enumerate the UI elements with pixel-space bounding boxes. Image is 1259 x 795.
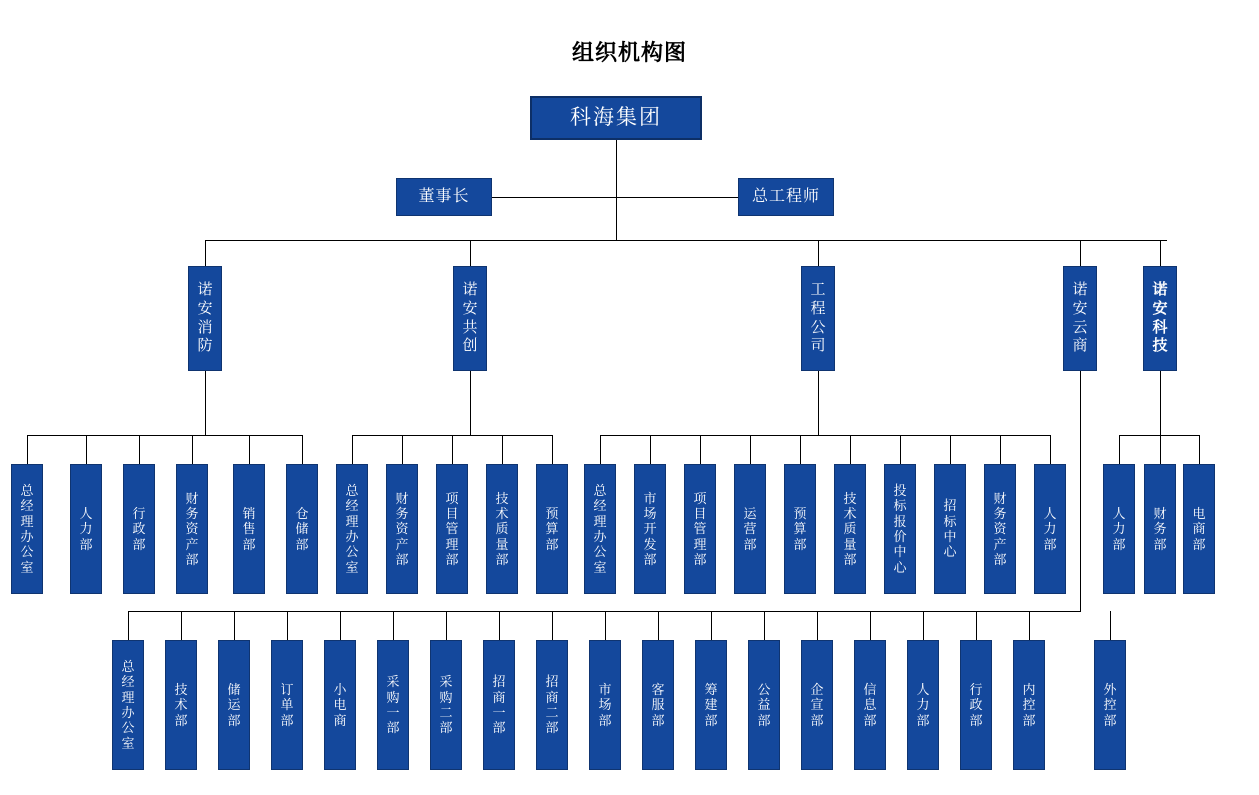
dept-eng-0-label: 总经理办公室 <box>593 483 607 575</box>
dept-ys-16 <box>960 640 992 770</box>
dept-xf-5 <box>286 464 318 594</box>
dept-ys-4-label: 小电商 <box>333 682 347 728</box>
connector-ys-drop <box>1080 371 1081 611</box>
dept-eng-3 <box>734 464 766 594</box>
connector-gc-riser-5 <box>552 435 553 464</box>
page-title: 组织机构图 <box>571 40 687 65</box>
connector-kj-bus <box>1119 435 1199 436</box>
connector-eng-riser-2 <box>650 435 651 464</box>
node-chief-engineer <box>738 178 834 216</box>
node-root-label: 科海集团 <box>570 105 662 129</box>
dept-eng-4-label: 预算部 <box>793 506 807 552</box>
connector-gc-riser-1 <box>352 435 353 464</box>
dept-ys-17-label: 内控部 <box>1022 682 1036 728</box>
dept-kj-0-label: 人力部 <box>1112 506 1126 552</box>
connector-gc-riser-3 <box>452 435 453 464</box>
connector-root-trunk <box>616 140 617 240</box>
dept-ys-4 <box>324 640 356 770</box>
dept-xf-3 <box>176 464 208 594</box>
dept-ys-7 <box>483 640 515 770</box>
dept-xf-3-label: 财务资产部 <box>185 490 199 567</box>
dept-eng-7-label: 招标中心 <box>943 498 957 560</box>
node-division-gongcheng-gongsi <box>801 266 835 371</box>
dept-eng-1-label: 市场开发部 <box>643 490 657 567</box>
dept-gc-0-label: 总经理办公室 <box>345 483 359 575</box>
connector-ys-riser-2 <box>181 611 182 640</box>
connector-eng-bus <box>600 435 1050 436</box>
connector-ys-riser-1 <box>128 611 129 640</box>
dept-kj-1-label: 财务部 <box>1153 506 1167 552</box>
connector-eng-riser-5 <box>800 435 801 464</box>
dept-eng-0 <box>584 464 616 594</box>
dept-eng-2-label: 项目管理部 <box>693 490 707 567</box>
dept-ys-16-label: 行政部 <box>969 682 983 728</box>
dept-eng-6 <box>884 464 916 594</box>
connector-ys-riser-5 <box>340 611 341 640</box>
dept-gc-4 <box>536 464 568 594</box>
node-chairman <box>396 178 492 216</box>
connector-ys-riser-19 <box>1110 611 1111 640</box>
connector-xf-riser-6 <box>302 435 303 464</box>
dept-xf-4-label: 销售部 <box>242 506 256 552</box>
dept-gc-3 <box>486 464 518 594</box>
connector-xf-riser-3 <box>139 435 140 464</box>
dept-kj-2-label: 电商部 <box>1192 506 1206 552</box>
connector-xf-riser-5 <box>249 435 250 464</box>
connector-div2-drop <box>470 240 471 266</box>
connector-xf-bus <box>27 435 302 436</box>
dept-ys-14-label: 信息部 <box>863 682 877 728</box>
connector-ys-riser-9 <box>552 611 553 640</box>
connector-eng-riser-6 <box>850 435 851 464</box>
dept-gc-2 <box>436 464 468 594</box>
node-chairman-label: 董事长 <box>418 188 470 206</box>
dept-gc-2-label: 项目管理部 <box>445 490 459 567</box>
dept-ys-8-label: 招商二部 <box>545 674 559 736</box>
dept-ys-5 <box>377 640 409 770</box>
dept-gc-0 <box>336 464 368 594</box>
dept-ys-18-label: 外控部 <box>1103 682 1117 728</box>
connector-eng-riser-7 <box>900 435 901 464</box>
dept-ys-2-label: 储运部 <box>227 682 241 728</box>
dept-eng-8-label: 财务资产部 <box>993 490 1007 567</box>
node-chief-engineer-label: 总工程师 <box>751 188 820 206</box>
dept-ys-15 <box>907 640 939 770</box>
dept-ys-12-label: 公益部 <box>757 682 771 728</box>
dept-eng-2 <box>684 464 716 594</box>
dept-eng-6-label: 投标报价中心 <box>893 483 907 575</box>
connector-ys-riser-17 <box>976 611 977 640</box>
connector-gc-drop <box>470 371 471 435</box>
connector-xf-riser-4 <box>192 435 193 464</box>
dept-ys-14 <box>854 640 886 770</box>
dept-ys-6-label: 采购二部 <box>439 674 453 736</box>
node-division-nuoan-yunshang-label: 诺安云商 <box>1072 281 1089 355</box>
node-division-nuoan-xiaofang <box>188 266 222 371</box>
dept-xf-2 <box>123 464 155 594</box>
dept-eng-5 <box>834 464 866 594</box>
connector-ys-riser-3 <box>234 611 235 640</box>
dept-xf-0-label: 总经理办公室 <box>20 483 34 575</box>
dept-ys-12 <box>748 640 780 770</box>
dept-ys-10-label: 客服部 <box>651 682 665 728</box>
connector-kj-riser-3 <box>1199 435 1200 464</box>
dept-kj-1 <box>1144 464 1176 594</box>
node-division-nuoan-xiaofang-label: 诺安消防 <box>197 281 214 355</box>
dept-ys-5-label: 采购一部 <box>386 674 400 736</box>
connector-ys-riser-12 <box>711 611 712 640</box>
dept-xf-0 <box>11 464 43 594</box>
dept-ys-3 <box>271 640 303 770</box>
dept-ys-7-label: 招商一部 <box>492 674 506 736</box>
dept-xf-1 <box>70 464 102 594</box>
dept-ys-1 <box>165 640 197 770</box>
connector-ys-riser-16 <box>923 611 924 640</box>
connector-ys-riser-10 <box>605 611 606 640</box>
dept-gc-1-label: 财务资产部 <box>395 490 409 567</box>
dept-eng-8 <box>984 464 1016 594</box>
connector-ys-riser-18 <box>1029 611 1030 640</box>
dept-xf-2-label: 行政部 <box>132 506 146 552</box>
connector-div3-drop <box>818 240 819 266</box>
connector-gc-riser-4 <box>502 435 503 464</box>
dept-ys-13-label: 企宣部 <box>810 682 824 728</box>
dept-kj-0 <box>1103 464 1135 594</box>
dept-ys-9-label: 市场部 <box>598 682 612 728</box>
connector-ys-riser-14 <box>817 611 818 640</box>
node-division-nuoan-gongchuang <box>453 266 487 371</box>
connector-div5-drop <box>1160 240 1161 266</box>
dept-xf-1-label: 人力部 <box>79 506 93 552</box>
connector-eng-riser-4 <box>750 435 751 464</box>
connector-xf-drop <box>205 371 206 435</box>
connector-eng-riser-1 <box>600 435 601 464</box>
dept-gc-1 <box>386 464 418 594</box>
connector-kj-drop <box>1160 371 1161 435</box>
dept-ys-13 <box>801 640 833 770</box>
connector-gc-riser-2 <box>402 435 403 464</box>
connector-ys-riser-7 <box>446 611 447 640</box>
connector-eng-drop <box>818 371 819 435</box>
connector-ys-riser-11 <box>658 611 659 640</box>
connector-xf-riser-2 <box>86 435 87 464</box>
connector-ys-riser-8 <box>499 611 500 640</box>
dept-ys-10 <box>642 640 674 770</box>
connector-eng-riser-9 <box>1000 435 1001 464</box>
connector-div4-drop <box>1080 240 1081 266</box>
node-division-gongcheng-gongsi-label: 工程公司 <box>810 281 827 355</box>
dept-ys-18 <box>1094 640 1126 770</box>
connector-eng-riser-8 <box>950 435 951 464</box>
connector-kj-riser-2 <box>1160 435 1161 464</box>
dept-xf-5-label: 仓储部 <box>295 506 309 552</box>
dept-ys-11-label: 筹建部 <box>704 682 718 728</box>
dept-eng-7 <box>934 464 966 594</box>
connector-eng-riser-10 <box>1050 435 1051 464</box>
node-division-nuoan-keji-label: 诺安科技 <box>1152 281 1169 355</box>
dept-ys-11 <box>695 640 727 770</box>
dept-ys-8 <box>536 640 568 770</box>
connector-ys-riser-15 <box>870 611 871 640</box>
dept-ys-6 <box>430 640 462 770</box>
dept-xf-4 <box>233 464 265 594</box>
dept-eng-9 <box>1034 464 1066 594</box>
connector-division-bar <box>205 240 1167 241</box>
dept-eng-9-label: 人力部 <box>1043 506 1057 552</box>
dept-eng-5-label: 技术质量部 <box>843 490 857 567</box>
connector-div1-drop <box>205 240 206 266</box>
dept-ys-1-label: 技术部 <box>174 682 188 728</box>
dept-ys-0-label: 总经理办公室 <box>121 659 135 751</box>
node-root <box>530 96 702 140</box>
dept-eng-3-label: 运营部 <box>743 506 757 552</box>
dept-ys-0 <box>112 640 144 770</box>
connector-kj-riser-1 <box>1119 435 1120 464</box>
connector-ys-riser-13 <box>764 611 765 640</box>
dept-ys-9 <box>589 640 621 770</box>
node-division-nuoan-keji <box>1143 266 1177 371</box>
dept-ys-17 <box>1013 640 1045 770</box>
node-division-nuoan-gongchuang-label: 诺安共创 <box>462 281 479 355</box>
dept-eng-4 <box>784 464 816 594</box>
dept-ys-2 <box>218 640 250 770</box>
dept-gc-3-label: 技术质量部 <box>495 490 509 567</box>
connector-eng-riser-3 <box>700 435 701 464</box>
dept-gc-4-label: 预算部 <box>545 506 559 552</box>
connector-xf-riser-1 <box>27 435 28 464</box>
connector-ys-riser-4 <box>287 611 288 640</box>
connector-ys-riser-6 <box>393 611 394 640</box>
dept-ys-15-label: 人力部 <box>916 682 930 728</box>
dept-kj-2 <box>1183 464 1215 594</box>
dept-eng-1 <box>634 464 666 594</box>
dept-ys-3-label: 订单部 <box>280 682 294 728</box>
node-division-nuoan-yunshang <box>1063 266 1097 371</box>
